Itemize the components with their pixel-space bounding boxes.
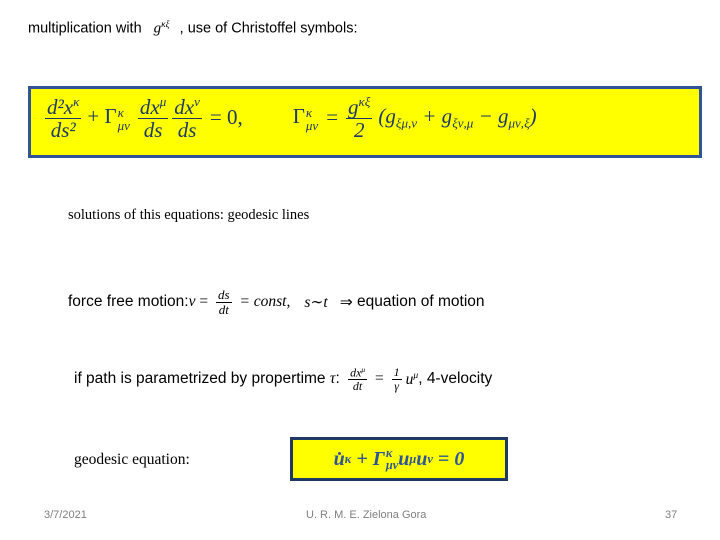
solutions-text: solutions of this equations: geodesic lines <box>68 207 310 223</box>
rhs-t3: − g <box>473 104 509 129</box>
dx-nu-fraction <box>172 95 202 141</box>
intro-prefix: multiplication with <box>28 20 142 37</box>
footer-date: 3/7/2021 <box>44 509 87 521</box>
gamma-den: γ <box>394 378 399 393</box>
geo-gamma-sub: μν <box>385 458 399 472</box>
footer-center-text: U. R. M. E. Zielona Gora <box>306 509 427 521</box>
metric-symbol <box>154 20 170 38</box>
one-over-gamma-fraction <box>392 366 402 392</box>
u-dot: u̇ <box>333 447 345 470</box>
geodesic-equation-box <box>290 437 508 481</box>
metric-g: g <box>153 20 162 37</box>
param-num: dx <box>350 365 362 380</box>
geo-u2: u <box>416 447 428 470</box>
geo-gamma-sup: κ <box>385 445 393 460</box>
frac1-num: d²x <box>47 94 74 119</box>
frac3-num-sup: ν <box>194 94 200 109</box>
tau-symbol: τ <box>329 370 336 388</box>
intro-suffix: , use of Christoffel symbols: <box>179 20 358 37</box>
rhs-close: ) <box>529 104 537 129</box>
rhs-t2-sub: ξν,μ <box>452 115 474 131</box>
christoffel-sup: κ <box>305 104 313 120</box>
u-dot-sup: κ <box>344 451 352 466</box>
frac2-num-sup: μ <box>159 94 167 109</box>
implies-arrow: ⇒ <box>339 293 353 311</box>
one-num: 1 <box>393 365 400 380</box>
geo-u1: u <box>398 447 410 470</box>
christoffel-gamma: Γ <box>292 104 305 129</box>
ds-num: ds <box>218 287 230 302</box>
gamma-term <box>87 104 130 131</box>
frac2-den: ds <box>143 117 163 142</box>
dt-den: dt <box>218 301 229 317</box>
force-prefix: force free motion: <box>68 293 189 311</box>
equals-zero: = 0, <box>209 105 243 130</box>
christoffel-lhs <box>293 104 318 131</box>
const-text: = const, <box>235 293 291 311</box>
metric-den: 2 <box>353 117 365 142</box>
christoffel-equals: = <box>326 105 339 130</box>
param-den: dt <box>352 379 363 394</box>
metric-sup: κξ <box>161 20 170 30</box>
dx-dt-fraction <box>348 366 367 393</box>
plus-gamma: + Γ <box>87 104 117 129</box>
frac1-num-sup: κ <box>73 94 80 109</box>
rhs-t3-sub: μν,ξ <box>508 115 530 131</box>
main-equation-row <box>45 95 537 141</box>
frac3-den: ds <box>177 117 197 142</box>
u-sup: μ <box>413 369 419 381</box>
metric-derivatives <box>378 104 536 132</box>
rhs-t2: + g <box>417 104 453 129</box>
param-prefix: if path is parametrized by propertime <box>74 370 330 388</box>
param-suffix: , 4-velocity <box>418 370 493 388</box>
metric-num-sup: κξ <box>358 94 371 109</box>
geo-u2-sup: ν <box>427 451 433 466</box>
dx-mu-fraction <box>138 95 168 141</box>
geo-plus-gamma: + Γ <box>351 447 385 470</box>
ds-dt-fraction <box>216 288 232 316</box>
propertime-line <box>74 366 492 393</box>
metric-half-fraction <box>346 95 372 141</box>
frac1-den: ds² <box>50 117 76 142</box>
param-equals: = <box>371 370 388 388</box>
four-velocity-symbol <box>406 370 419 389</box>
frac3-num: dx <box>174 94 195 119</box>
rhs-t1-sub: ξμ,ν <box>395 115 418 131</box>
velocity-symbol: v <box>188 293 196 311</box>
second-derivative-fraction <box>45 95 81 141</box>
force-suffix: equation of motion <box>352 293 485 311</box>
frac2-num: dx <box>139 94 160 119</box>
metric-num: g <box>348 94 359 119</box>
gamma-sup: κ <box>117 104 124 120</box>
geo-u1-sup: μ <box>409 451 417 466</box>
christoffel-sub: μν <box>305 117 319 133</box>
main-equation-box <box>28 86 702 158</box>
force-free-line <box>68 288 485 316</box>
gamma-sub: μν <box>117 117 130 133</box>
rhs-open: (g <box>378 104 396 129</box>
geo-equals-zero: = 0 <box>432 447 465 470</box>
s-proportional-t: s∼t <box>304 293 328 311</box>
param-colon: : <box>335 370 345 388</box>
geodesic-equation-label: geodesic equation: <box>74 451 190 468</box>
u-symbol: u <box>405 370 414 388</box>
page-number: 37 <box>665 509 678 521</box>
param-num-sup: μ <box>361 365 366 374</box>
intro-line <box>28 20 358 38</box>
force-equals: = <box>195 293 212 311</box>
